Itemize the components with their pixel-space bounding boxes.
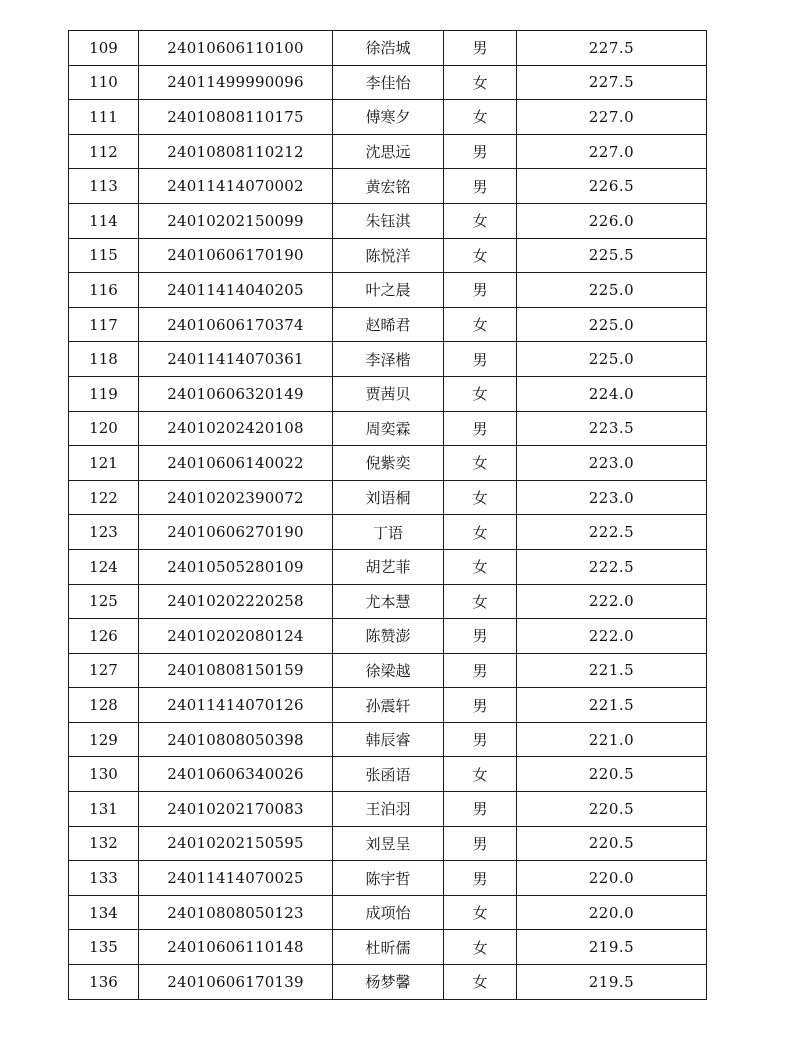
table-row	[69, 480, 707, 515]
score-cell: 225.5	[517, 238, 707, 273]
candidate-id-cell: 24010202220258	[139, 584, 333, 619]
score-cell: 225.0	[517, 307, 707, 342]
gender-cell: 男	[444, 653, 517, 688]
score-cell: 221.5	[517, 688, 707, 723]
candidate-name-cell: 傅寒夕	[333, 100, 444, 135]
table-row	[69, 826, 707, 861]
gender-cell: 女	[444, 100, 517, 135]
row-number-cell: 130	[69, 757, 139, 792]
candidate-id-cell: 24010808050123	[139, 895, 333, 930]
row-number-cell: 121	[69, 446, 139, 481]
row-number-cell: 129	[69, 722, 139, 757]
candidate-name-cell: 徐浩城	[333, 31, 444, 66]
candidate-name-cell: 黄宏铭	[333, 169, 444, 204]
row-number-cell: 109	[69, 31, 139, 66]
candidate-name-cell: 贾茜贝	[333, 376, 444, 411]
candidate-id-cell: 24010808110175	[139, 100, 333, 135]
candidate-name-cell: 胡艺菲	[333, 549, 444, 584]
row-number-cell: 126	[69, 619, 139, 654]
candidate-id-cell: 24010202150099	[139, 203, 333, 238]
table-row	[69, 722, 707, 757]
score-cell: 220.5	[517, 826, 707, 861]
row-number-cell: 111	[69, 100, 139, 135]
row-number-cell: 118	[69, 342, 139, 377]
candidate-id-cell: 24010505280109	[139, 549, 333, 584]
candidate-name-cell: 陈赞澎	[333, 619, 444, 654]
candidate-name-cell: 徐梁越	[333, 653, 444, 688]
candidate-id-cell: 24010202150595	[139, 826, 333, 861]
candidate-name-cell: 孙震轩	[333, 688, 444, 723]
gender-cell: 女	[444, 549, 517, 584]
row-number-cell: 131	[69, 792, 139, 827]
score-cell: 227.5	[517, 65, 707, 100]
row-number-cell: 134	[69, 895, 139, 930]
row-number-cell: 135	[69, 930, 139, 965]
table-row	[69, 549, 707, 584]
table-row	[69, 446, 707, 481]
table-row	[69, 653, 707, 688]
table-row	[69, 238, 707, 273]
candidate-name-cell: 朱钰淇	[333, 203, 444, 238]
row-number-cell: 127	[69, 653, 139, 688]
gender-cell: 女	[444, 203, 517, 238]
candidate-id-cell: 24010606170139	[139, 965, 333, 1000]
gender-cell: 男	[444, 273, 517, 308]
table-row	[69, 31, 707, 66]
candidate-id-cell: 24011414070002	[139, 169, 333, 204]
candidate-name-cell: 刘语桐	[333, 480, 444, 515]
row-number-cell: 116	[69, 273, 139, 308]
gender-cell: 女	[444, 930, 517, 965]
gender-cell: 女	[444, 965, 517, 1000]
row-number-cell: 128	[69, 688, 139, 723]
row-number-cell: 123	[69, 515, 139, 550]
candidate-id-cell: 24010606140022	[139, 446, 333, 481]
candidate-name-cell: 倪紫奕	[333, 446, 444, 481]
score-cell: 222.0	[517, 619, 707, 654]
row-number-cell: 124	[69, 549, 139, 584]
table-row	[69, 342, 707, 377]
gender-cell: 男	[444, 411, 517, 446]
row-number-cell: 125	[69, 584, 139, 619]
score-cell: 222.5	[517, 515, 707, 550]
score-cell: 227.0	[517, 100, 707, 135]
score-cell: 221.5	[517, 653, 707, 688]
candidate-id-cell: 24011499990096	[139, 65, 333, 100]
candidate-name-cell: 陈宇哲	[333, 861, 444, 896]
gender-cell: 女	[444, 584, 517, 619]
gender-cell: 女	[444, 446, 517, 481]
candidate-id-cell: 24010606340026	[139, 757, 333, 792]
table-row	[69, 100, 707, 135]
score-cell: 226.5	[517, 169, 707, 204]
gender-cell: 女	[444, 895, 517, 930]
table-row	[69, 930, 707, 965]
table-row	[69, 203, 707, 238]
score-cell: 225.0	[517, 273, 707, 308]
candidate-name-cell: 李佳怡	[333, 65, 444, 100]
gender-cell: 男	[444, 169, 517, 204]
table-row	[69, 792, 707, 827]
score-table-body	[69, 31, 707, 1000]
table-row	[69, 411, 707, 446]
row-number-cell: 114	[69, 203, 139, 238]
candidate-name-cell: 叶之晨	[333, 273, 444, 308]
candidate-name-cell: 陈悦洋	[333, 238, 444, 273]
candidate-id-cell: 24010202080124	[139, 619, 333, 654]
gender-cell: 男	[444, 619, 517, 654]
row-number-cell: 133	[69, 861, 139, 896]
gender-cell: 女	[444, 376, 517, 411]
candidate-id-cell: 24010606170190	[139, 238, 333, 273]
candidate-id-cell: 24011414040205	[139, 273, 333, 308]
candidate-id-cell: 24010606110148	[139, 930, 333, 965]
score-cell: 220.5	[517, 757, 707, 792]
candidate-id-cell: 24010202170083	[139, 792, 333, 827]
candidate-name-cell: 杜昕儒	[333, 930, 444, 965]
score-cell: 223.0	[517, 446, 707, 481]
gender-cell: 男	[444, 134, 517, 169]
row-number-cell: 119	[69, 376, 139, 411]
gender-cell: 男	[444, 722, 517, 757]
score-table	[68, 30, 707, 1000]
row-number-cell: 122	[69, 480, 139, 515]
candidate-id-cell: 24011414070025	[139, 861, 333, 896]
score-cell: 222.0	[517, 584, 707, 619]
gender-cell: 女	[444, 238, 517, 273]
gender-cell: 男	[444, 826, 517, 861]
table-row	[69, 757, 707, 792]
row-number-cell: 115	[69, 238, 139, 273]
gender-cell: 男	[444, 31, 517, 66]
score-cell: 227.0	[517, 134, 707, 169]
candidate-name-cell: 王泊羽	[333, 792, 444, 827]
table-row	[69, 169, 707, 204]
gender-cell: 男	[444, 792, 517, 827]
table-row	[69, 861, 707, 896]
candidate-name-cell: 张函语	[333, 757, 444, 792]
candidate-name-cell: 赵晞君	[333, 307, 444, 342]
score-cell: 220.0	[517, 861, 707, 896]
gender-cell: 男	[444, 688, 517, 723]
candidate-name-cell: 李泽楷	[333, 342, 444, 377]
score-cell: 224.0	[517, 376, 707, 411]
score-cell: 219.5	[517, 965, 707, 1000]
candidate-name-cell: 杨梦馨	[333, 965, 444, 1000]
candidate-name-cell: 尤本慧	[333, 584, 444, 619]
candidate-name-cell: 周奕霖	[333, 411, 444, 446]
candidate-id-cell: 24010606320149	[139, 376, 333, 411]
candidate-name-cell: 丁语	[333, 515, 444, 550]
gender-cell: 男	[444, 342, 517, 377]
score-cell: 221.0	[517, 722, 707, 757]
table-row	[69, 273, 707, 308]
score-cell: 227.5	[517, 31, 707, 66]
candidate-id-cell: 24011414070126	[139, 688, 333, 723]
table-row	[69, 515, 707, 550]
score-cell: 220.0	[517, 895, 707, 930]
score-cell: 223.0	[517, 480, 707, 515]
candidate-id-cell: 24010202390072	[139, 480, 333, 515]
gender-cell: 女	[444, 757, 517, 792]
table-row	[69, 376, 707, 411]
candidate-id-cell: 24010808050398	[139, 722, 333, 757]
row-number-cell: 117	[69, 307, 139, 342]
candidate-name-cell: 沈思远	[333, 134, 444, 169]
row-number-cell: 113	[69, 169, 139, 204]
table-row	[69, 134, 707, 169]
candidate-id-cell: 24010202420108	[139, 411, 333, 446]
score-cell: 220.5	[517, 792, 707, 827]
candidate-id-cell: 24010606270190	[139, 515, 333, 550]
candidate-name-cell: 成项怡	[333, 895, 444, 930]
gender-cell: 男	[444, 861, 517, 896]
row-number-cell: 132	[69, 826, 139, 861]
gender-cell: 女	[444, 65, 517, 100]
row-number-cell: 120	[69, 411, 139, 446]
gender-cell: 女	[444, 480, 517, 515]
row-number-cell: 112	[69, 134, 139, 169]
candidate-id-cell: 24010606170374	[139, 307, 333, 342]
table-row	[69, 65, 707, 100]
score-cell: 219.5	[517, 930, 707, 965]
candidate-id-cell: 24010808110212	[139, 134, 333, 169]
table-row	[69, 307, 707, 342]
gender-cell: 女	[444, 515, 517, 550]
table-row	[69, 619, 707, 654]
table-row	[69, 965, 707, 1000]
candidate-id-cell: 24011414070361	[139, 342, 333, 377]
table-row	[69, 688, 707, 723]
candidate-id-cell: 24010606110100	[139, 31, 333, 66]
score-cell: 223.5	[517, 411, 707, 446]
score-cell: 225.0	[517, 342, 707, 377]
row-number-cell: 136	[69, 965, 139, 1000]
candidate-name-cell: 刘昱呈	[333, 826, 444, 861]
score-cell: 226.0	[517, 203, 707, 238]
score-cell: 222.5	[517, 549, 707, 584]
table-row	[69, 895, 707, 930]
gender-cell: 女	[444, 307, 517, 342]
candidate-id-cell: 24010808150159	[139, 653, 333, 688]
table-row	[69, 584, 707, 619]
row-number-cell: 110	[69, 65, 139, 100]
candidate-name-cell: 韩辰睿	[333, 722, 444, 757]
